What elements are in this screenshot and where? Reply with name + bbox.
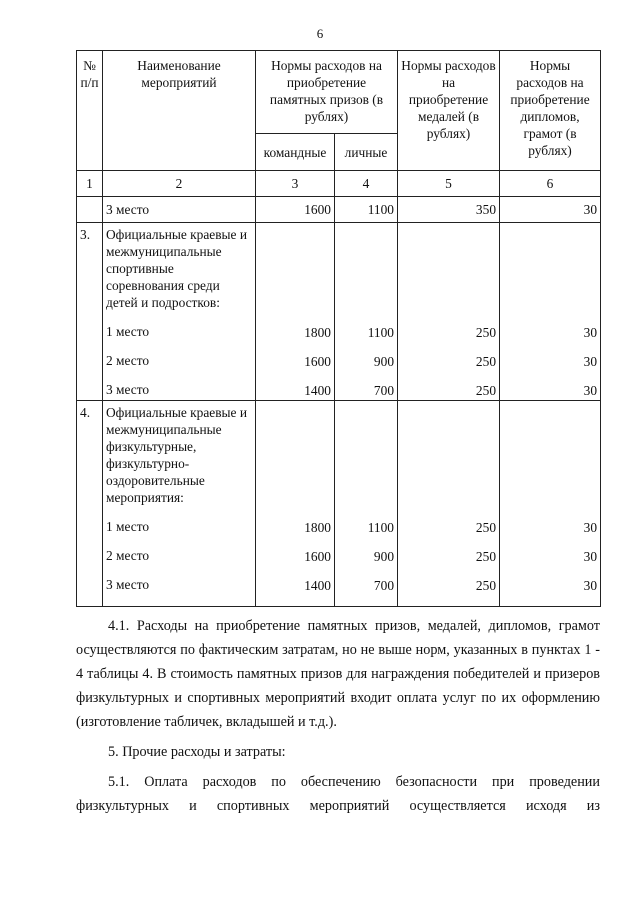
- cell-team: 1800: [304, 520, 331, 535]
- cell-personal: 1100: [367, 325, 395, 340]
- cell-medals: 250: [475, 383, 497, 398]
- cell-personal: 1100: [335, 197, 398, 223]
- section-title: Официальные краевые и межмуниципальные спортивные соревнования среди детей и подростков:: [106, 227, 248, 310]
- paragraph-5-1: 5.1. Оплата расходов по обеспечению безопасности при проведении физкультурных и спортивных мероприятий осуществляется исходя из: [76, 774, 600, 814]
- header-no: № п/п: [77, 51, 103, 171]
- table-row: [77, 223, 601, 401]
- cell-team: 1600: [256, 197, 335, 223]
- cell-diplomas: 30: [500, 197, 601, 223]
- cell-diplomas: 30: [583, 383, 598, 398]
- cell-team: 1400: [304, 578, 331, 593]
- cell-team: 1400: [304, 383, 331, 398]
- cell-medals: 350: [398, 197, 500, 223]
- section-number: 4.: [77, 401, 103, 607]
- header-name: Наименование мероприятий: [103, 51, 256, 171]
- cell-diplomas: 30: [583, 325, 598, 340]
- body-text: [76, 614, 600, 818]
- cell-diplomas: 30: [583, 549, 598, 564]
- table-row: [77, 197, 601, 223]
- cell-diplomas: 30: [583, 578, 598, 593]
- section-title: Официальные краевые и межмуниципальные физкультурные, физкультурно-оздоровительные мероприятия:: [106, 405, 248, 505]
- row-place: 1 место: [106, 324, 150, 339]
- header-medals: Нормы расходов на приобретение медалей (в рублях): [398, 51, 500, 171]
- section-diplomas-cell: [500, 223, 601, 401]
- row-place: 2 место: [106, 353, 150, 368]
- row-place: 3 место: [106, 577, 150, 592]
- header-row: [77, 51, 601, 134]
- header-personal: личные: [335, 134, 398, 171]
- row-place: 3 место: [106, 382, 150, 397]
- cell-personal: 900: [373, 354, 395, 369]
- cell-personal: 900: [373, 549, 395, 564]
- section-team-cell: [256, 401, 335, 607]
- norms-table: [76, 50, 601, 607]
- cell-team: 1800: [304, 325, 331, 340]
- cell-diplomas: 30: [583, 520, 598, 535]
- cell-medals: 250: [475, 354, 497, 369]
- cell-diplomas: 30: [583, 354, 598, 369]
- header-diplomas: Нормы расходов на приобретение дипломов, грамот (в рублях): [500, 51, 601, 171]
- col-number: 5: [398, 171, 500, 197]
- section-team-cell: [256, 223, 335, 401]
- cell-personal: 700: [373, 383, 395, 398]
- cell-team: 1600: [304, 549, 331, 564]
- cell-personal: 1100: [367, 520, 395, 535]
- section-personal-cell: [335, 223, 398, 401]
- cell-personal: 700: [373, 578, 395, 593]
- cell-team: 1600: [304, 354, 331, 369]
- row-place: 3 место: [103, 197, 256, 223]
- section-cell: [103, 401, 256, 607]
- section-medals-cell: [398, 401, 500, 607]
- col-number: 4: [335, 171, 398, 197]
- col-number: 3: [256, 171, 335, 197]
- section-diplomas-cell: [500, 401, 601, 607]
- section-cell: [103, 223, 256, 401]
- col-number: 1: [77, 171, 103, 197]
- cell-medals: 250: [475, 549, 497, 564]
- col-number: 6: [500, 171, 601, 197]
- table-row: [77, 401, 601, 607]
- row-place: 2 место: [106, 548, 150, 563]
- header-team: командные: [256, 134, 335, 171]
- section-personal-cell: [335, 401, 398, 607]
- cell-medals: 250: [475, 578, 497, 593]
- section-number: 3.: [77, 223, 103, 401]
- section-medals-cell: [398, 223, 500, 401]
- paragraph-5: 5. Прочие расходы и затраты:: [108, 744, 286, 760]
- page-number: 6: [316, 26, 324, 41]
- cell-medals: 250: [475, 325, 497, 340]
- paragraph-4-1: 4.1. Расходы на приобретение памятных призов, медалей, дипломов, грамот осуществляются по фактическим затратам, но не выше норм, указанных в пунктах 1 - 4 таблицы 4. В стоимость памятных призов для награждения победителей и призеров физкультурных и спортивных мероприятий входит оплата услуг по их оформлению (изготовление табличек, вкладышей и т.д.).: [76, 618, 600, 730]
- cell-medals: 250: [475, 520, 497, 535]
- col-number: 2: [103, 171, 256, 197]
- header-prizes: Нормы расходов на приобретение памятных призов (в рублях): [256, 51, 398, 134]
- column-numbers-row: [77, 171, 601, 197]
- row-place: 1 место: [106, 519, 150, 534]
